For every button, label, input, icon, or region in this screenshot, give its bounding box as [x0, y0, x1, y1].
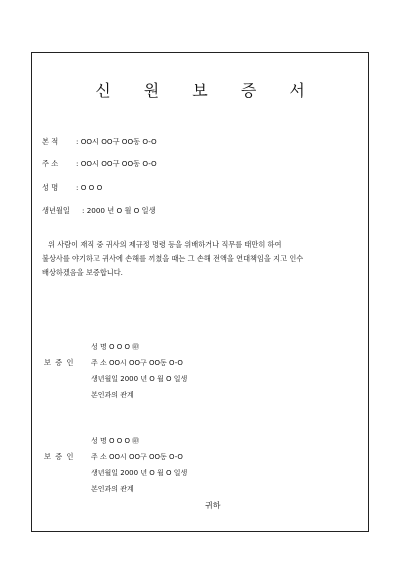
paragraph-line-3: 배상하겠음을 보증합니다.	[42, 268, 123, 277]
info-row-name	[42, 183, 102, 193]
info-label: 주 소	[42, 159, 59, 168]
guarantor-1-relation: 본인과의 관계	[91, 391, 134, 399]
document-border	[31, 52, 369, 532]
guarantor-2-birthdate: 생년월일 2000 년 O 월 O 일생	[91, 469, 188, 477]
closing-recipient: 귀하	[205, 501, 221, 510]
guarantor-2-name: 성 명 O O O ㊞	[91, 437, 140, 445]
info-row-domicile	[42, 137, 157, 147]
info-value: : OO시 OO구 OO동 O-O	[76, 159, 157, 168]
paragraph-line-1: 위 사람이 재직 중 귀사의 제규정 명령 등을 위배하거나 직무를 태만히 하여	[48, 240, 282, 249]
info-label: 생년월일	[42, 206, 70, 215]
info-label: 본 적	[42, 137, 59, 146]
info-row-birthdate	[42, 206, 156, 216]
info-value: : O O O	[76, 183, 103, 192]
guarantor-1-name: 성 명 O O O ㊞	[91, 343, 140, 351]
paragraph-line-2: 불상사를 야기하고 귀사에 손해를 끼쳤을 때는 그 손해 전액을 연대책임을 지고 인수	[42, 254, 304, 263]
guarantor-2-relation: 본인과의 관계	[91, 485, 134, 493]
guarantor-2-label: 보 증 인	[44, 452, 75, 461]
guarantee-paragraph	[42, 238, 364, 280]
info-value: : OO시 OO구 OO동 O-O	[76, 137, 157, 146]
info-value: : 2000 년 O 월 O 일생	[82, 206, 156, 215]
guarantor-1-label: 보 증 인	[44, 358, 75, 367]
guarantor-2-address: 주 소 OO시 OO구 OO동 O-O	[91, 453, 183, 461]
document-title: 신 원 보 증 서	[95, 81, 319, 100]
guarantor-1-birthdate: 생년월일 2000 년 O 월 O 일생	[91, 375, 188, 383]
info-row-address	[42, 159, 157, 169]
info-label: 성 명	[42, 183, 59, 192]
guarantor-1-address: 주 소 OO시 OO구 OO동 O-O	[91, 359, 183, 367]
